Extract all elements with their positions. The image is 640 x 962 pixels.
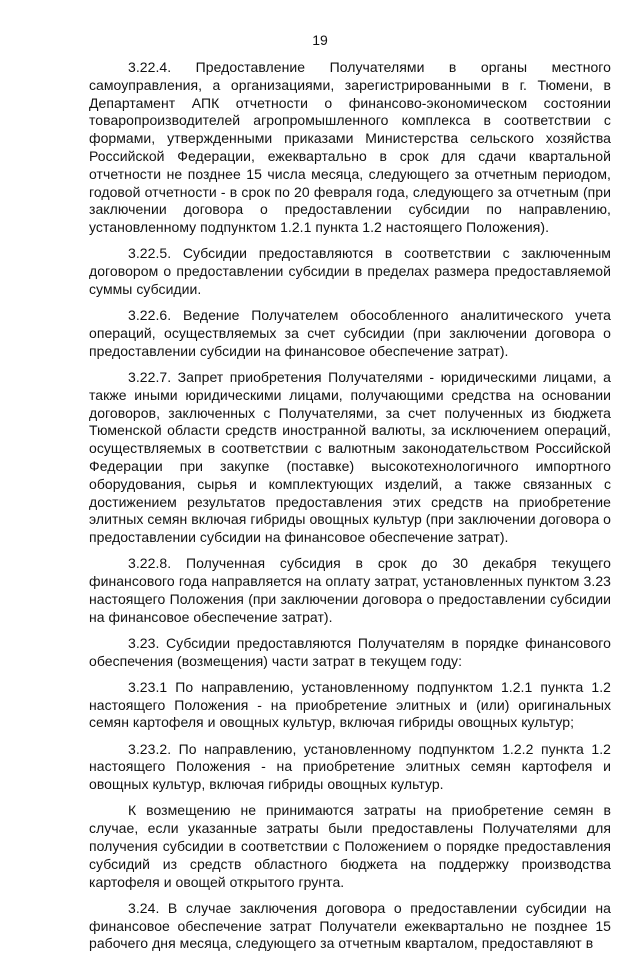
paragraph-3-23: 3.23. Субсидии предоставляются Получателям в порядке финансового обеспечения (возмещения) части затрат в текущем году: — [89, 634, 611, 669]
paragraph-3-22-7: 3.22.7. Запрет приобретения Получателями - юридическими лицами, а также иными юридическими лицами, получающими средства на основании договоров, заключенных с Получателями, за счет полученных из бюджета Тюменской области средств иностранной валюты, за исключением операций, осуществляемых в соответствии с валютным законодательством Российской Федерации при закупке (поставке) высокотехнологичного импортного оборудования, сырья и комплектующих изделий, а также связанных с достижением результатов предоставления этих средств на приобретение элитных семян включая гибриды овощных культур (при заключении договора о предоставлении субсидии на финансовое обеспечение затрат). — [89, 368, 611, 546]
paragraph-3-22-5: 3.22.5. Субсидии предоставляются в соответствии с заключенным договором о предоставлении субсидии в пределах размера предоставляемой суммы субсидии. — [89, 245, 611, 297]
paragraph-3-23-2: 3.23.2. По направлению, установленному подпунктом 1.2.2 пункта 1.2 настоящего Положения - на приобретение элитных семян картофеля и овощных культур, включая гибриды овощных культур. — [89, 740, 611, 793]
paragraph-3-23-1: 3.23.1 По направлению, установленному подпунктом 1.2.1 пункта 1.2 настоящего Положения - на приобретение элитных и (или) оригинальных семян картофеля и овощных культур, включая гибриды овощных культур; — [89, 678, 611, 731]
paragraph-3-22-8: 3.22.8. Полученная субсидия в срок до 30 декабря текущего финансового года направляется на оплату затрат, установленных пунктом 3.23 настоящего Положения (при заключении договора о предоставлении субсидии на финансовое обеспечение затрат). — [89, 555, 611, 625]
page-number: 19 — [312, 32, 328, 48]
paragraph-exclusion-note: К возмещению не принимаются затраты на приобретение семян в случае, если указанные затраты были предоставлены Получателями для получения субсидии в соответствии с Положением о порядке предоставления субсидий из средств областного бюджета на поддержку производства картофеля и овощей открытого грунта. — [89, 802, 611, 890]
paragraph-3-22-4: 3.22.4. Предоставление Получателями в органы местного самоуправления, а организациями, зарегистрированными в г. Тюмени, в Департамент АПК отчетности о финансово-экономическом состоянии товаропроизводителей агропромышленного комплекса в соответствии с формами, утвержденными приказами Министерства сельского хозяйства Российской Федерации, ежеквартально в срок для сдачи квартальной отчетности не позднее 15 числа месяца, следующего за отчетным периодом, годовой отчетности - в срок по 20 февраля года, следующего за отчетным (при заключении договора о предоставлении субсидии по направлению, установленному подпунктом 1.2.1 пункта 1.2 настоящего Положения). — [89, 59, 611, 236]
paragraph-3-22-6: 3.22.6. Ведение Получателем обособленного аналитического учета операций, осуществляемых за счет субсидии (при заключении договора о предоставлении субсидии на финансовое обеспечение затрат). — [89, 307, 611, 359]
paragraph-3-24: 3.24. В случае заключения договора о предоставлении субсидии на финансовое обеспечение затрат Получатели ежеквартально не позднее 15 рабочего дня месяца, следующего за отчетным кварталом, предоставляют в — [89, 899, 611, 952]
document-body — [89, 59, 611, 962]
